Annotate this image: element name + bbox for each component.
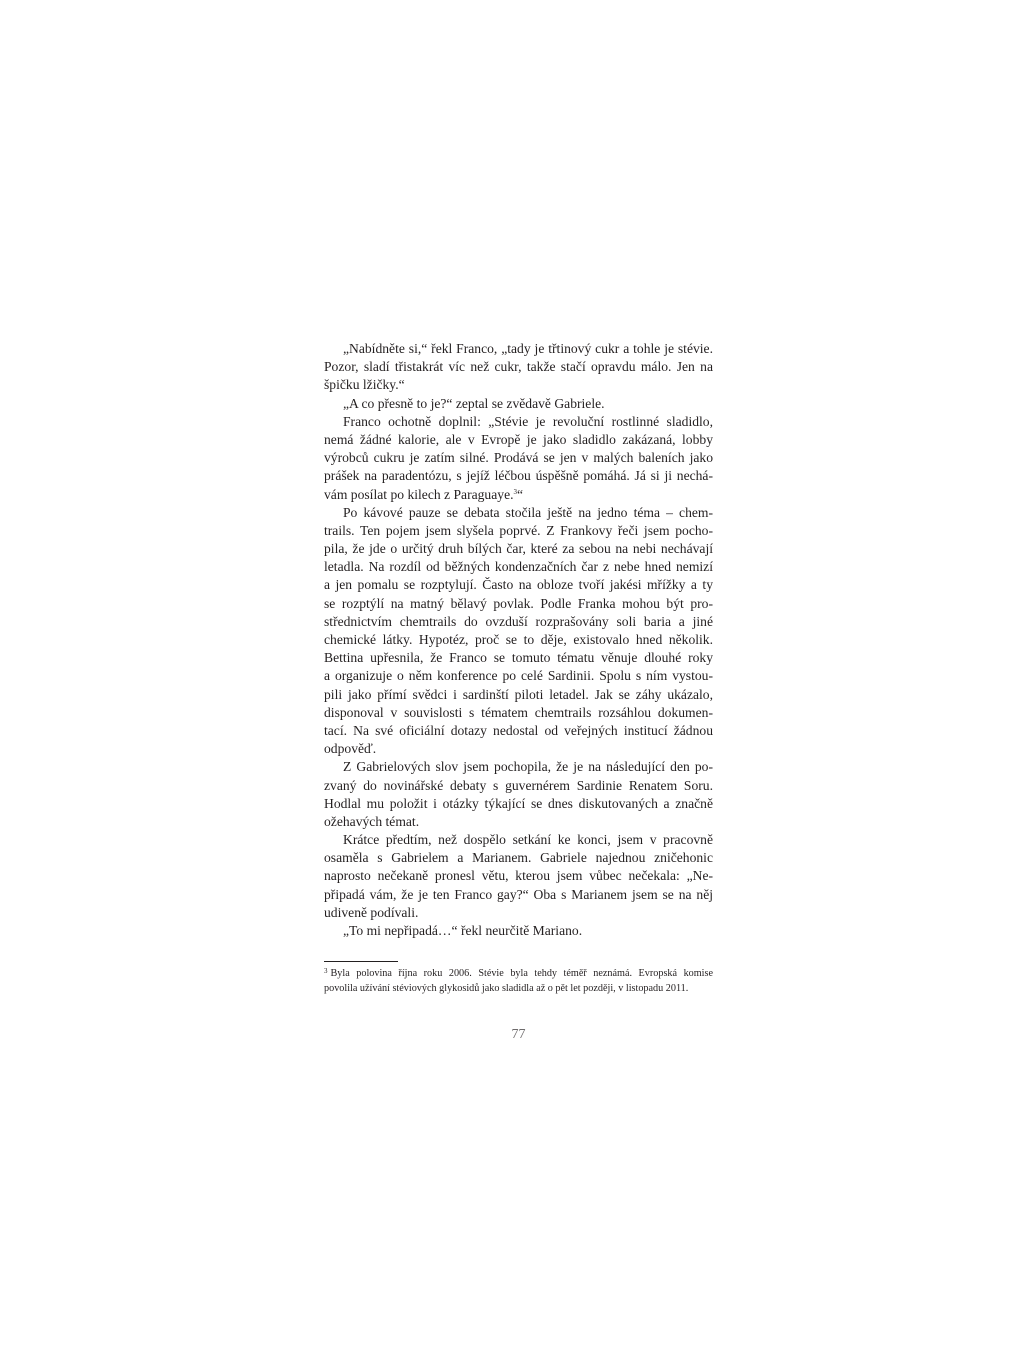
text-line: Z Gabrielových slov jsem pochopila, že je na následující den po- [343, 759, 713, 775]
text-line: a organizuje o něm konference po celé Sardinii. Spolu s ním vystou- [324, 668, 713, 684]
text-line: výrobců cukru je zatím silné. Prodává se jen v malých baleních jako [324, 450, 713, 466]
footnote [324, 966, 713, 996]
text-line: „To mi nepřipadá…“ řekl neurčitě Mariano. [343, 923, 583, 938]
footnote-text: povolila užívání stéviových glykosidů jako sladidla až o pět let později, v listopadu 2011. [324, 983, 689, 994]
footnote-marker: 3 [324, 967, 328, 975]
text-line: letadla. Na rozdíl od běžných kondenzačních čar z nebe hned nemizí [324, 559, 713, 575]
text-line: a jen pomalu se rozptylují. Často na obloze tvoří jakési mřížky a ty [324, 577, 713, 593]
text-line: udiveně podívali. [324, 904, 419, 920]
paragraph [324, 504, 713, 759]
paragraph [324, 922, 713, 940]
footnote-reference: 3 [513, 487, 517, 496]
text-line: odpověď. [324, 741, 377, 757]
text-line: naprosto nečekaně pronesl větu, kterou jsem vůbec nečekala: „Ne- [324, 868, 713, 884]
text-line: střednictvím chemtrails do ovzduší rozprašovány soli baria a jiné [324, 613, 713, 629]
text-line: „Nabídněte si,“ řekl Franco, „tady je třtinový cukr a tohle je stévie. [343, 341, 713, 356]
footnote-separator [324, 961, 398, 962]
text-line: ožehavých témat. [324, 813, 420, 829]
page-number: 77 [511, 1027, 526, 1042]
text-line: zvaný do novinářské debaty s guvernérem Sardinie Renatem Soru. [324, 777, 713, 793]
text-line: nemá žádné kalorie, ale v Evropě je jako sladidlo zakázaná, lobby [324, 431, 713, 447]
text-line: špičku lžičky.“ [324, 377, 405, 393]
text-line: chemické látky. Hypotéz, proč se to děje, existovalo hned několik. [324, 632, 713, 647]
text-line: připadá vám, že je ten Franco gay?“ Oba s Marianem jsem se na něj [324, 886, 713, 902]
text-line: disponoval v souvislosti s tématem chemtrails rozsáhlou dokumen- [324, 704, 713, 720]
paragraph [324, 413, 713, 504]
text-line: se rozptýlí na matný bělavý povlak. Podle Franka mohou být pro- [324, 595, 713, 611]
text-line: pili jako přímí svědci i sardinští piloti letadel. Jak se záhy ukázalo, [324, 686, 713, 702]
text-line: tací. Na své oficiální dotazy nedostal od veřejných institucí žádnou [324, 722, 713, 738]
text-line: osaměla s Gabrielem a Marianem. Gabriele najednou zničehonic [324, 850, 713, 866]
text-line: pila, že jde o určitý druh bílých čar, které za sebou na nebi nechávají [324, 541, 713, 557]
text-line: Franco ochotně doplnil: „Stévie je revoluční rostlinné sladidlo, [343, 413, 713, 429]
paragraph [324, 831, 713, 922]
text-line: Hodlal mu položit i otázky týkající se dnes diskutovaných a značně [324, 795, 713, 811]
paragraph [324, 395, 713, 413]
body-text [324, 340, 713, 940]
footnote-text: Byla polovina října roku 2006. Stévie byla tehdy téměř neznámá. Evropská komise [330, 968, 713, 979]
footnote-line [324, 966, 713, 981]
text-line: trails. Ten pojem jsem slyšela poprvé. Z Frankovy řeči jsem pocho- [324, 522, 713, 538]
text-line: Bettina upřesnila, že Franco se tomuto tématu věnuje dlouhé roky [324, 650, 713, 666]
text-line: prášek na paradentózu, s jejíž léčbou úspěšně pomáhá. Já si ji nechá- [324, 468, 713, 484]
text-line: vám posílat po kilech z Paraguaye.$^3$“ [324, 486, 524, 502]
text-line: Po kávové pauze se debata stočila ještě na jedno téma – chem- [343, 504, 713, 520]
paragraph [324, 340, 713, 395]
paragraph [324, 758, 713, 831]
footnote-line [324, 981, 713, 996]
text-line: Pozor, sladí třistakrát víc než cukr, takže stačí opravdu málo. Jen na [324, 359, 713, 375]
text-line: Krátce předtím, než dospělo setkání ke konci, jsem v pracovně [343, 832, 713, 848]
text-line: „A co přesně to je?“ zeptal se zvědavě Gabriele. [343, 395, 605, 411]
closing-quote: “ [517, 486, 524, 502]
